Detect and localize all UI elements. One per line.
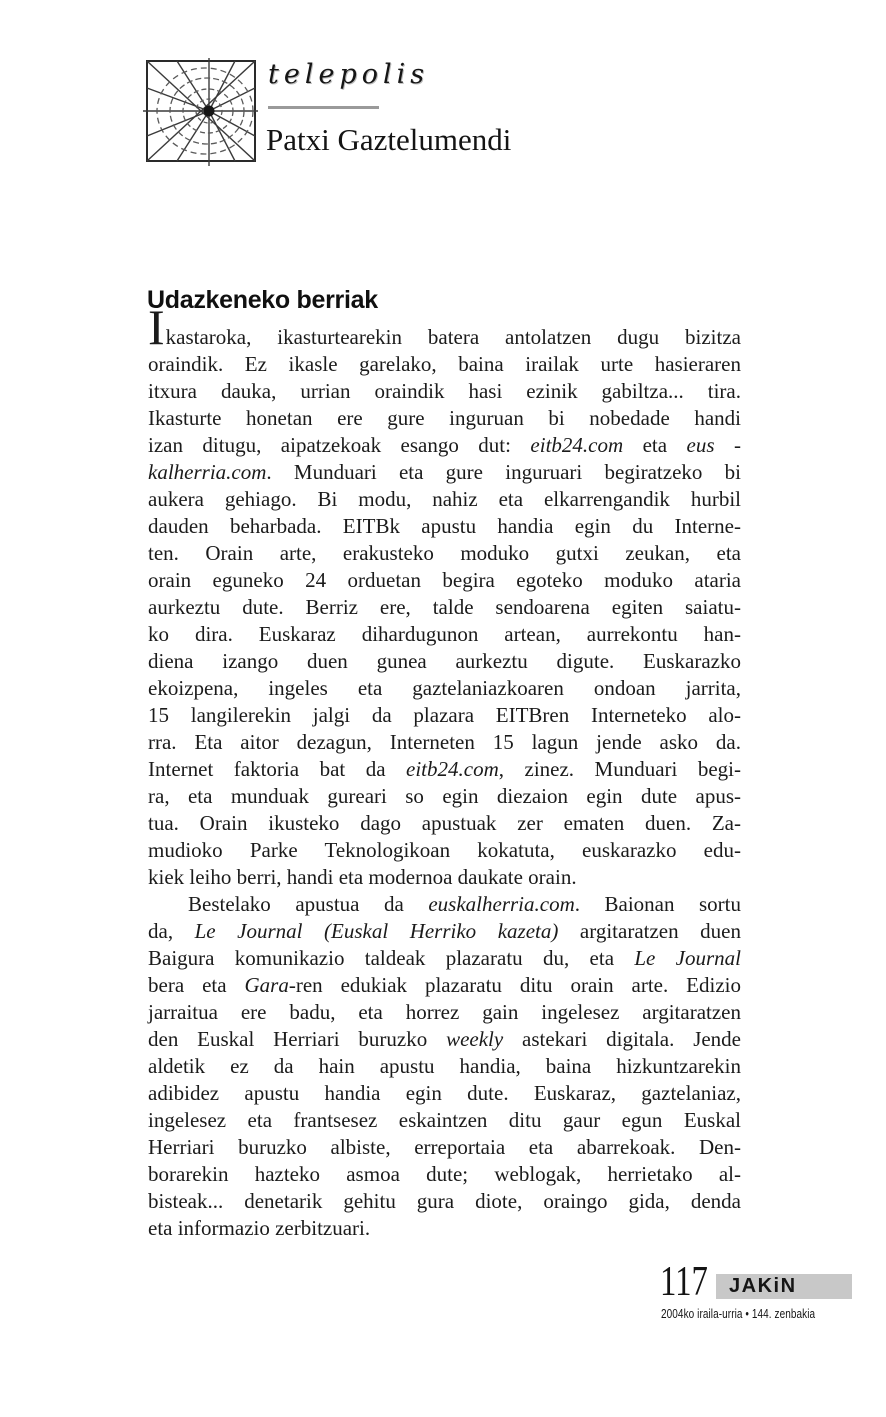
journal-name: JAKiN — [729, 1275, 797, 1297]
journal-badge — [716, 1274, 852, 1299]
italic-text: Le Journal — [634, 946, 741, 970]
text-line — [148, 918, 741, 945]
body-text: argitaratzen duen — [558, 919, 741, 943]
italic-text: eus - — [686, 433, 741, 457]
text-line — [148, 1215, 741, 1242]
body-text: ra, eta munduak gureari so egin diezaion egin dute apus- — [148, 784, 741, 808]
body-text: dauden beharbada. EITBk apustu handia egin du Interne- — [148, 514, 741, 538]
issue-info: 2004ko iraila-urria • 144. zenbakia — [661, 1307, 816, 1321]
text-line — [148, 945, 741, 972]
body-text: kastaroka, ikasturtearekin batera antolatzen dugu bizitza — [165, 325, 741, 349]
text-line — [148, 459, 741, 486]
text-line — [148, 486, 741, 513]
masthead-rule — [268, 106, 379, 109]
body-text: aukera gehiago. Bi modu, nahiz eta elkarrengandik hurbil — [148, 487, 741, 511]
body-text: bera eta — [148, 973, 245, 997]
body-text: aldetik ez da hain apustu handia, baina hizkuntzarekin — [148, 1054, 741, 1078]
text-line — [148, 513, 741, 540]
text-line — [148, 621, 741, 648]
italic-text: kalherria.com — [148, 460, 267, 484]
text-line — [148, 1080, 741, 1107]
text-line — [148, 675, 741, 702]
body-text: astekari digitala. Jende — [503, 1027, 742, 1051]
text-line — [148, 1134, 741, 1161]
body-text: . Munduari eta gure inguruari begiratzeko bi — [266, 460, 741, 484]
text-line — [148, 1053, 741, 1080]
body-text: oraindik. Ez ikasle garelako, baina irailak urte hasieraren — [148, 352, 741, 376]
body-text: eta informazio zerbitzuari. — [148, 1216, 371, 1240]
body-text: mudioko Parke Teknologikoan kokatuta, euskarazko edu- — [148, 838, 741, 862]
italic-text: Le Journal (Euskal Herriko kazeta) — [194, 919, 559, 943]
article-heading: Udazkeneko berriak — [147, 285, 378, 314]
text-line — [148, 972, 741, 999]
body-text: Bestelako apustua da — [188, 892, 429, 916]
text-line — [148, 810, 741, 837]
text-line — [148, 567, 741, 594]
text-line — [148, 378, 741, 405]
text-line — [148, 405, 741, 432]
italic-text: eitb24.com — [406, 757, 499, 781]
text-line — [148, 594, 741, 621]
italic-text: weekly — [446, 1027, 504, 1051]
body-text: Herriari buruzko albiste, erreportaia eta abarrekoak. Den- — [148, 1135, 741, 1159]
text-line — [148, 1107, 741, 1134]
column-title: telepolis — [268, 59, 430, 90]
body-text: ko dira. Euskaraz dihardugunon artean, aurrekontu han- — [148, 622, 741, 646]
author-name: Patxi Gaztelumendi — [266, 122, 512, 157]
text-line — [148, 1188, 741, 1215]
body-text: . Baionan sortu — [574, 892, 742, 916]
body-text: tua. Orain ikusteko dago apustuak zer ematen duen. Za- — [148, 811, 741, 835]
body-text: adibidez apustu handia egin dute. Euskaraz, gaztelaniaz, — [148, 1081, 741, 1105]
text-line — [148, 1161, 741, 1188]
text-line — [148, 756, 741, 783]
body-text: bisteak... denetarik gehitu gura diote, oraingo gida, denda — [148, 1189, 741, 1213]
body-text: , zinez. Munduari begi- — [498, 757, 741, 781]
body-text: eta — [623, 433, 687, 457]
body-text: orain eguneko 24 orduetan begira egoteko moduko ataria — [148, 568, 741, 592]
text-line — [148, 837, 741, 864]
body-text: ingelesez eta frantsesez eskaintzen ditu gaur egun Euskal — [148, 1108, 741, 1132]
text-line — [148, 1026, 741, 1053]
text-line — [148, 648, 741, 675]
body-text: ten. Orain arte, erakusteko moduko gutxi zeukan, eta — [148, 541, 741, 565]
italic-text: euskalherria.com — [428, 892, 575, 916]
text-line — [148, 729, 741, 756]
text-line — [148, 864, 741, 891]
body-text: 15 langilerekin jalgi da plazara EITBren Interneteko alo- — [148, 703, 741, 727]
body-text: -ren edukiak plazaratu ditu orain arte. Edizio — [288, 973, 741, 997]
text-line — [148, 351, 741, 378]
body-text: Internet faktoria bat da — [148, 757, 407, 781]
text-line — [148, 432, 741, 459]
body-text: Baigura komunikazio taldeak plazaratu du, eta — [148, 946, 635, 970]
text-line — [148, 783, 741, 810]
body-text: rra. Eta aitor dezagun, Interneten 15 lagun jende asko da. — [148, 730, 741, 754]
italic-text: eitb24.com — [530, 433, 624, 457]
body-text: kiek leiho berri, handi eta modernoa daukate orain. — [148, 865, 577, 889]
body-text: aurkeztu dute. Berriz ere, talde sendoarena egiten saiatu- — [148, 595, 741, 619]
text-line — [148, 702, 741, 729]
page-number: 117 — [660, 1259, 708, 1305]
body-text: Ikasturte honetan ere gure inguruan bi nobedade handi — [148, 406, 741, 430]
text-line — [148, 891, 741, 918]
text-line — [148, 540, 741, 567]
text-line — [148, 999, 741, 1026]
italic-text: Gara — [244, 973, 289, 997]
body-text: jarraitua ere badu, eta horrez gain ingelesez argitaratzen — [148, 1000, 741, 1024]
body-text: den Euskal Herriari buruzko — [148, 1027, 447, 1051]
body-text: da, — [148, 919, 195, 943]
body-text: izan ditugu, aipatzekoak esango dut: — [148, 433, 531, 457]
spiderweb-icon — [143, 58, 259, 166]
body-text: ekoizpena, ingeles eta gaztelaniazkoaren ondoan jarrita, — [148, 676, 741, 700]
body-text: itxura dauka, urrian oraindik hasi ezinik gabiltza... tira. — [148, 379, 741, 403]
drop-cap: I — [148, 299, 166, 355]
body-text: borarekin hazteko asmoa dute; weblogak, herrietako al- — [148, 1162, 741, 1186]
body-text: diena izango duen gunea aurkeztu digute. Euskarazko — [148, 649, 741, 673]
